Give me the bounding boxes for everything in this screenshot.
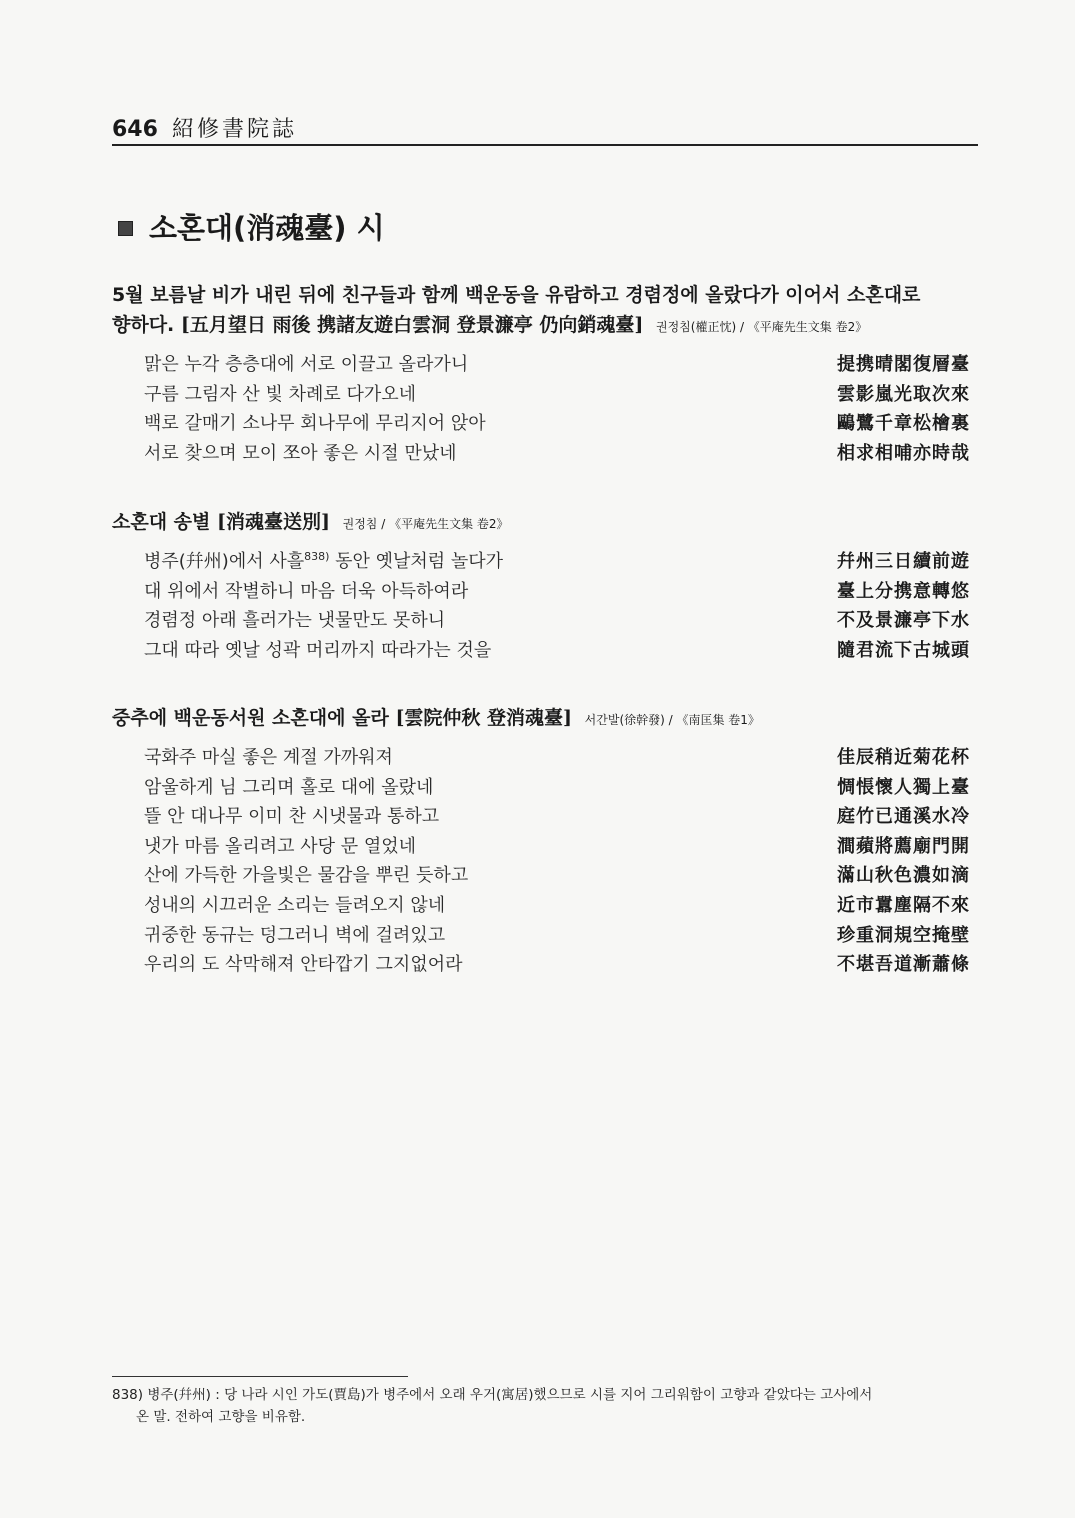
poem-line-ko: 산에 가득한 가을빛은 물감을 뿌린 듯하고 <box>144 865 469 887</box>
poem-line-ko: 귀중한 동규는 덩그러니 벽에 걸려있고 <box>144 924 446 946</box>
footnote-divider <box>112 1376 408 1377</box>
poem-line-han: 幷州三日續前遊 <box>837 551 970 572</box>
poem-line-han: 澗蘋將薦廟門開 <box>837 835 970 857</box>
poem-line <box>112 380 978 410</box>
poem-line-ko: 경렴정 아래 흘러가는 냇물만도 못하니 <box>144 610 446 632</box>
poem-line-han: 珍重洞規空掩壁 <box>837 924 970 946</box>
poem-line-ko: 그대 따라 옛날 성곽 머리까지 따라가는 것을 <box>144 639 492 661</box>
poem-source: 서간발(徐幹發) / 《南匡集 卷1》 <box>584 713 760 727</box>
poem-line <box>112 861 978 891</box>
poem-lines <box>112 743 978 980</box>
poem-line-han: 鷗鷺千章松檜裏 <box>837 413 970 435</box>
square-bullet-icon <box>118 221 133 236</box>
poem-lines <box>112 547 978 665</box>
section-title <box>118 208 385 248</box>
poem-line <box>112 547 978 577</box>
poem-line-han: 佳辰稍近菊花杯 <box>837 747 970 768</box>
poem-heading <box>112 703 978 735</box>
poem-line <box>112 891 978 921</box>
poem-line-ko-b: 동안 옛날처럼 놀다가 <box>329 551 504 572</box>
running-header <box>112 112 978 146</box>
poem-line-han: 隨君流下古城頭 <box>837 639 970 661</box>
poem-2 <box>112 507 978 665</box>
poem-line <box>112 802 978 832</box>
poem-line <box>112 743 978 773</box>
poem-heading-han: [五月望日 雨後 携諸友遊白雲洞 登景濂亭 仍向銷魂臺] <box>180 314 644 336</box>
poem-line <box>112 350 978 380</box>
poem-line <box>112 606 978 636</box>
poem-line-ko: 구름 그림자 산 빛 차례로 다가오네 <box>144 383 417 405</box>
poem-line-ko-a: 병주(幷州)에서 사흘 <box>144 551 305 572</box>
poem-line-ko: 성내의 시끄러운 소리는 들려오지 않네 <box>144 894 446 916</box>
poem-line-han: 不及景濂亭下水 <box>837 610 970 632</box>
poem-line-ko: 백로 갈매기 소나무 회나무에 무리지어 앉아 <box>144 413 486 435</box>
poem-source: 권정침 / 《平庵先生文集 卷2》 <box>342 517 509 531</box>
poem-line-han: 臺上分携意轉悠 <box>837 580 970 602</box>
poem-line-ko: 뜰 안 대나무 이미 찬 시냇물과 통하고 <box>144 806 440 828</box>
poem-line-ko <box>144 547 503 573</box>
poem-line-ko: 우리의 도 삭막해져 안타깝기 그지없어라 <box>144 954 463 976</box>
poem-line <box>112 636 978 666</box>
poem-lines <box>112 350 978 468</box>
poem-line-han: 相求相哺亦時哉 <box>837 442 970 464</box>
poem-3 <box>112 703 978 980</box>
footnote-line2: 온 말. 전하여 고향을 비유함. <box>136 1409 306 1425</box>
poem-line-han: 不堪吾道漸蕭條 <box>837 954 970 976</box>
poem-heading-ko: 중추에 백운동서원 소혼대에 올라 <box>112 707 389 729</box>
poem-line-ko: 국화주 마실 좋은 계절 가까워져 <box>144 747 393 768</box>
footnote-line1: 838) 병주(幷州) : 당 나라 시인 가도(賈島)가 병주에서 오래 우거(寓居)했으므로 시를 지어 그리워함이 고향과 같았다는 고사에서 <box>112 1387 873 1403</box>
poem-line <box>112 950 978 980</box>
poem-line <box>112 439 978 469</box>
poem-heading <box>112 507 978 539</box>
poem-line <box>112 577 978 607</box>
footnote <box>112 1384 978 1428</box>
poem-line-han: 滿山秋色濃如滴 <box>837 865 970 887</box>
poem-line-ko: 암울하게 님 그리며 홀로 대에 올랐네 <box>144 776 434 798</box>
poem-line-ko: 냇가 마름 올리려고 사당 문 열었네 <box>144 835 417 857</box>
poem-line <box>112 921 978 951</box>
poem-line-han: 近市囂塵隔不來 <box>837 894 970 916</box>
poem-heading-han: [消魂臺送別] <box>217 511 330 533</box>
poem-line-ko: 서로 찾으며 모이 쪼아 좋은 시절 만났네 <box>144 442 457 464</box>
poem-line <box>112 409 978 439</box>
poem-line <box>112 773 978 803</box>
poem-1 <box>112 280 978 468</box>
poem-heading-line1: 5월 보름날 비가 내린 뒤에 친구들과 함께 백운동을 유람하고 경렴정에 올랐다가 이어서 소혼대로 <box>112 284 921 306</box>
book-title: 紹修書院誌 <box>171 117 297 142</box>
poem-line-han: 惆悵懷人獨上臺 <box>837 776 970 798</box>
poem-heading-ko: 소혼대 송별 <box>112 511 211 533</box>
poem-heading-han: [雲院仲秋 登消魂臺] <box>395 707 573 729</box>
poem-line-han: 雲影嵐光取次來 <box>837 383 970 405</box>
footnote-ref: 838) <box>304 550 330 563</box>
poem-line-han: 庭竹已通溪水冷 <box>837 806 970 828</box>
poem-line-han: 提携晴閣復層臺 <box>837 354 970 375</box>
poem-line-ko: 맑은 누각 층층대에 서로 이끌고 올라가니 <box>144 354 469 375</box>
page-number: 646 <box>112 117 158 142</box>
poem-line <box>112 832 978 862</box>
poem-heading <box>112 280 978 342</box>
section-title-text: 소혼대(消魂臺) 시 <box>149 211 385 245</box>
poem-source: 권정침(權正忱) / 《平庵先生文集 卷2》 <box>655 320 868 334</box>
poem-heading-ko: 향하다. <box>112 314 175 336</box>
poem-line-ko: 대 위에서 작별하니 마음 더욱 아득하여라 <box>144 580 469 602</box>
